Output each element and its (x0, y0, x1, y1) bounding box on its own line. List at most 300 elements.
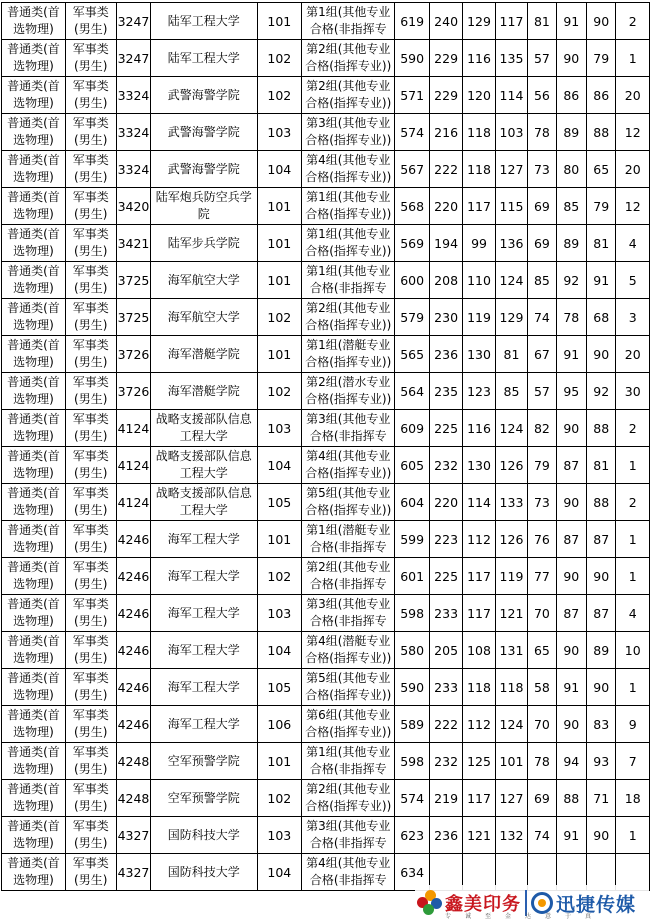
category-cell: 普通类(首 选物理) (2, 484, 66, 521)
score-a-cell: 236 (429, 336, 462, 373)
school-name-cell: 海军工程大学 (151, 669, 257, 706)
score-e-cell: 87 (556, 521, 586, 558)
score-d-cell: 81 (528, 3, 556, 40)
subject-type-cell: 军事类 (男生) (65, 299, 116, 336)
category-cell: 普通类(首 选物理) (2, 40, 66, 77)
score-a-cell: 220 (429, 484, 462, 521)
category-cell: 普通类(首 选物理) (2, 632, 66, 669)
min-score-cell: 569 (395, 225, 429, 262)
table-row (2, 595, 650, 632)
group-code-cell: 102 (257, 373, 302, 410)
school-code-cell: 4124 (116, 410, 150, 447)
school-name-cell: 战略支援部队信息 工程大学 (151, 410, 257, 447)
score-a-cell: 229 (429, 77, 462, 114)
table-row (2, 299, 650, 336)
score-e-cell: 90 (556, 410, 586, 447)
score-d-cell: 58 (528, 669, 556, 706)
subject-type-cell: 军事类 (男生) (65, 447, 116, 484)
school-code-cell: 4248 (116, 780, 150, 817)
count-cell: 30 (616, 373, 650, 410)
group-code-cell: 105 (257, 669, 302, 706)
subject-type-cell: 军事类 (男生) (65, 151, 116, 188)
min-score-cell: 567 (395, 151, 429, 188)
group-name-cell: 第2组(其他专业 合格(指挥专业)) (302, 780, 395, 817)
count-cell: 9 (616, 706, 650, 743)
table-row (2, 373, 650, 410)
score-e-cell: 85 (556, 188, 586, 225)
table-row (2, 225, 650, 262)
admission-score-table (1, 2, 650, 891)
table-row (2, 669, 650, 706)
score-b-cell: 119 (463, 299, 495, 336)
min-score-cell: 574 (395, 780, 429, 817)
group-name-cell: 第3组(其他专业 合格(非指挥专 (302, 595, 395, 632)
score-e-cell: 87 (556, 595, 586, 632)
score-c-cell: 121 (495, 595, 527, 632)
subject-type-cell: 军事类 (男生) (65, 780, 116, 817)
min-score-cell: 598 (395, 595, 429, 632)
school-name-cell: 陆军工程大学 (151, 40, 257, 77)
school-name-cell: 海军航空大学 (151, 299, 257, 336)
score-a-cell: 232 (429, 743, 462, 780)
subject-type-cell: 军事类 (男生) (65, 114, 116, 151)
table-row (2, 3, 650, 40)
group-name-cell: 第2组(其他专业 合格(指挥专业)) (302, 40, 395, 77)
score-c-cell: 126 (495, 521, 527, 558)
score-c-cell: 136 (495, 225, 527, 262)
score-d-cell: 65 (528, 632, 556, 669)
group-code-cell: 102 (257, 558, 302, 595)
count-cell: 3 (616, 299, 650, 336)
table-row (2, 817, 650, 854)
table-row (2, 558, 650, 595)
score-c-cell: 81 (495, 336, 527, 373)
school-name-cell: 空军预警学院 (151, 743, 257, 780)
score-c-cell: 126 (495, 447, 527, 484)
school-name-cell: 海军潜艇学院 (151, 373, 257, 410)
school-code-cell: 3725 (116, 299, 150, 336)
group-name-cell: 第1组(其他专业 合格(指挥专业)) (302, 188, 395, 225)
score-f-cell: 88 (587, 484, 616, 521)
group-code-cell: 101 (257, 521, 302, 558)
category-cell: 普通类(首 选物理) (2, 299, 66, 336)
score-f-cell: 90 (587, 336, 616, 373)
score-c-cell: 133 (495, 484, 527, 521)
group-code-cell: 101 (257, 336, 302, 373)
count-cell: 1 (616, 669, 650, 706)
score-d-cell: 69 (528, 225, 556, 262)
score-f-cell: 90 (587, 669, 616, 706)
score-a-cell: 194 (429, 225, 462, 262)
score-f-cell: 68 (587, 299, 616, 336)
group-code-cell: 102 (257, 77, 302, 114)
score-b-cell: 125 (463, 743, 495, 780)
group-name-cell: 第1组(其他专业 合格(非指挥专 (302, 3, 395, 40)
count-cell: 1 (616, 40, 650, 77)
score-d-cell: 82 (528, 410, 556, 447)
score-d-cell: 69 (528, 780, 556, 817)
group-name-cell: 第6组(其他专业 合格(指挥专业)) (302, 706, 395, 743)
school-code-cell: 3324 (116, 114, 150, 151)
subject-type-cell: 军事类 (男生) (65, 706, 116, 743)
school-name-cell: 武警海警学院 (151, 114, 257, 151)
school-code-cell: 3726 (116, 336, 150, 373)
score-b-cell: 117 (463, 780, 495, 817)
school-code-cell: 4124 (116, 447, 150, 484)
score-a-cell: 225 (429, 410, 462, 447)
count-cell: 2 (616, 410, 650, 447)
score-e-cell: 89 (556, 225, 586, 262)
score-c-cell: 124 (495, 410, 527, 447)
score-f-cell: 83 (587, 706, 616, 743)
table-row (2, 484, 650, 521)
score-b-cell: 130 (463, 447, 495, 484)
table-row (2, 521, 650, 558)
score-a-cell: 222 (429, 151, 462, 188)
group-code-cell: 102 (257, 40, 302, 77)
group-code-cell: 101 (257, 3, 302, 40)
school-name-cell: 海军工程大学 (151, 706, 257, 743)
category-cell: 普通类(首 选物理) (2, 780, 66, 817)
score-d-cell: 57 (528, 40, 556, 77)
school-name-cell: 国防科技大学 (151, 817, 257, 854)
score-e-cell: 91 (556, 817, 586, 854)
table-row (2, 114, 650, 151)
score-c-cell: 85 (495, 373, 527, 410)
category-cell: 普通类(首 选物理) (2, 410, 66, 447)
min-score-cell: 600 (395, 262, 429, 299)
school-code-cell: 4246 (116, 521, 150, 558)
group-code-cell: 101 (257, 225, 302, 262)
score-c-cell: 103 (495, 114, 527, 151)
subject-type-cell: 军事类 (男生) (65, 669, 116, 706)
group-code-cell: 101 (257, 188, 302, 225)
score-b-cell: 114 (463, 484, 495, 521)
score-c-cell: 129 (495, 299, 527, 336)
group-name-cell: 第2组(潜水专业 合格(指挥专业)) (302, 373, 395, 410)
score-a-cell: 229 (429, 40, 462, 77)
table-row (2, 77, 650, 114)
category-cell: 普通类(首 选物理) (2, 3, 66, 40)
category-cell: 普通类(首 选物理) (2, 521, 66, 558)
school-code-cell: 3324 (116, 151, 150, 188)
school-name-cell: 战略支援部队信息 工程大学 (151, 447, 257, 484)
table-row (2, 410, 650, 447)
score-c-cell: 124 (495, 706, 527, 743)
group-code-cell: 103 (257, 114, 302, 151)
subject-type-cell: 军事类 (男生) (65, 521, 116, 558)
school-name-cell: 陆军炮兵防空兵学 院 (151, 188, 257, 225)
group-name-cell: 第2组(其他专业 合格(指挥专业)) (302, 299, 395, 336)
score-b-cell: 130 (463, 336, 495, 373)
score-d-cell: 73 (528, 151, 556, 188)
min-score-cell: 571 (395, 77, 429, 114)
score-a-cell: 233 (429, 669, 462, 706)
group-name-cell: 第3组(其他专业 合格(非指挥专 (302, 410, 395, 447)
score-c-cell: 132 (495, 817, 527, 854)
category-cell: 普通类(首 选物理) (2, 447, 66, 484)
category-cell: 普通类(首 选物理) (2, 817, 66, 854)
category-cell: 普通类(首 选物理) (2, 743, 66, 780)
score-b-cell: 117 (463, 595, 495, 632)
group-name-cell: 第2组(其他专业 合格(指挥专业)) (302, 77, 395, 114)
min-score-cell: 601 (395, 558, 429, 595)
group-name-cell: 第5组(其他专业 合格(指挥专业)) (302, 669, 395, 706)
watermark-brand-right: 迅捷传媒 (556, 893, 637, 916)
score-b-cell: 129 (463, 3, 495, 40)
score-e-cell: 94 (556, 743, 586, 780)
school-name-cell: 空军预警学院 (151, 780, 257, 817)
score-b-cell: 118 (463, 151, 495, 188)
table-row (2, 632, 650, 669)
school-code-cell: 3420 (116, 188, 150, 225)
score-f-cell: 71 (587, 780, 616, 817)
score-d-cell: 67 (528, 336, 556, 373)
school-code-cell: 4246 (116, 706, 150, 743)
subject-type-cell: 军事类 (男生) (65, 632, 116, 669)
school-name-cell: 海军航空大学 (151, 262, 257, 299)
min-score-cell: 590 (395, 40, 429, 77)
school-name-cell: 武警海警学院 (151, 77, 257, 114)
score-b-cell: 116 (463, 40, 495, 77)
score-a-cell: 205 (429, 632, 462, 669)
category-cell: 普通类(首 选物理) (2, 854, 66, 891)
score-e-cell: 78 (556, 299, 586, 336)
group-code-cell: 104 (257, 151, 302, 188)
table-row (2, 447, 650, 484)
category-cell: 普通类(首 选物理) (2, 669, 66, 706)
group-code-cell: 102 (257, 299, 302, 336)
category-cell: 普通类(首 选物理) (2, 188, 66, 225)
score-f-cell: 90 (587, 3, 616, 40)
score-c-cell: 124 (495, 262, 527, 299)
count-cell: 4 (616, 225, 650, 262)
score-f-cell: 92 (587, 373, 616, 410)
score-d-cell: 85 (528, 262, 556, 299)
score-d-cell: 74 (528, 299, 556, 336)
score-e-cell: 90 (556, 706, 586, 743)
group-code-cell: 102 (257, 780, 302, 817)
score-e-cell: 89 (556, 114, 586, 151)
group-name-cell: 第4组(其他专业 合格(指挥专业)) (302, 151, 395, 188)
count-cell: 12 (616, 114, 650, 151)
subject-type-cell: 军事类 (男生) (65, 188, 116, 225)
school-code-cell: 3726 (116, 373, 150, 410)
score-f-cell: 89 (587, 632, 616, 669)
score-d-cell: 74 (528, 817, 556, 854)
table-row (2, 706, 650, 743)
score-b-cell: 112 (463, 521, 495, 558)
score-e-cell: 90 (556, 632, 586, 669)
score-f-cell: 91 (587, 262, 616, 299)
min-score-cell: 634 (395, 854, 429, 891)
group-code-cell: 101 (257, 743, 302, 780)
category-cell: 普通类(首 选物理) (2, 336, 66, 373)
score-c-cell: 127 (495, 780, 527, 817)
school-code-cell: 3725 (116, 262, 150, 299)
school-name-cell: 海军工程大学 (151, 558, 257, 595)
group-name-cell: 第1组(潜艇专业 合格(非指挥专 (302, 521, 395, 558)
score-a-cell: 225 (429, 558, 462, 595)
score-b-cell: 123 (463, 373, 495, 410)
min-score-cell: 604 (395, 484, 429, 521)
group-code-cell: 103 (257, 595, 302, 632)
min-score-cell: 598 (395, 743, 429, 780)
subject-type-cell: 军事类 (男生) (65, 484, 116, 521)
score-f-cell: 79 (587, 40, 616, 77)
min-score-cell: 565 (395, 336, 429, 373)
school-code-cell: 3247 (116, 40, 150, 77)
score-d-cell: 78 (528, 114, 556, 151)
score-c-cell: 119 (495, 558, 527, 595)
score-a-cell: 219 (429, 780, 462, 817)
school-code-cell: 4246 (116, 595, 150, 632)
score-f-cell: 88 (587, 410, 616, 447)
score-f-cell: 90 (587, 558, 616, 595)
group-code-cell: 104 (257, 447, 302, 484)
score-f-cell: 88 (587, 114, 616, 151)
score-e-cell: 95 (556, 373, 586, 410)
category-cell: 普通类(首 选物理) (2, 558, 66, 595)
count-cell: 12 (616, 188, 650, 225)
school-name-cell: 陆军步兵学院 (151, 225, 257, 262)
count-cell: 2 (616, 3, 650, 40)
table-row (2, 151, 650, 188)
school-code-cell: 4248 (116, 743, 150, 780)
min-score-cell: 590 (395, 669, 429, 706)
watermark-brand-left: 鑫美印务 (445, 894, 521, 915)
score-e-cell: 91 (556, 3, 586, 40)
score-a-cell: 222 (429, 706, 462, 743)
subject-type-cell: 军事类 (男生) (65, 262, 116, 299)
score-f-cell: 87 (587, 595, 616, 632)
school-name-cell: 海军工程大学 (151, 521, 257, 558)
table-row (2, 188, 650, 225)
min-score-cell: 579 (395, 299, 429, 336)
table-row (2, 743, 650, 780)
score-c-cell: 101 (495, 743, 527, 780)
school-code-cell: 4246 (116, 558, 150, 595)
category-cell: 普通类(首 选物理) (2, 151, 66, 188)
count-cell: 10 (616, 632, 650, 669)
score-c-cell: 127 (495, 151, 527, 188)
score-c-cell: 135 (495, 40, 527, 77)
score-e-cell: 91 (556, 669, 586, 706)
score-b-cell: 110 (463, 262, 495, 299)
score-d-cell: 69 (528, 188, 556, 225)
group-name-cell: 第5组(其他专业 合格(指挥专业)) (302, 484, 395, 521)
score-f-cell: 79 (587, 188, 616, 225)
table-row (2, 40, 650, 77)
score-e-cell: 88 (556, 780, 586, 817)
subject-type-cell: 军事类 (男生) (65, 77, 116, 114)
category-cell: 普通类(首 选物理) (2, 114, 66, 151)
school-code-cell: 4327 (116, 817, 150, 854)
category-cell: 普通类(首 选物理) (2, 373, 66, 410)
school-name-cell: 海军工程大学 (151, 632, 257, 669)
school-name-cell: 武警海警学院 (151, 151, 257, 188)
min-score-cell: 589 (395, 706, 429, 743)
category-cell: 普通类(首 选物理) (2, 225, 66, 262)
score-b-cell: 121 (463, 817, 495, 854)
score-f-cell: 90 (587, 817, 616, 854)
count-cell: 1 (616, 447, 650, 484)
subject-type-cell: 军事类 (男生) (65, 595, 116, 632)
score-e-cell: 80 (556, 151, 586, 188)
category-cell: 普通类(首 选物理) (2, 706, 66, 743)
score-a-cell: 233 (429, 595, 462, 632)
group-name-cell: 第1组(其他专业 合格(非指挥专 (302, 743, 395, 780)
score-c-cell: 118 (495, 669, 527, 706)
group-code-cell: 106 (257, 706, 302, 743)
group-code-cell: 103 (257, 817, 302, 854)
group-code-cell: 101 (257, 262, 302, 299)
min-score-cell: 623 (395, 817, 429, 854)
score-b-cell: 118 (463, 669, 495, 706)
school-code-cell: 4246 (116, 632, 150, 669)
subject-type-cell: 军事类 (男生) (65, 743, 116, 780)
category-cell: 普通类(首 选物理) (2, 595, 66, 632)
subject-type-cell: 军事类 (男生) (65, 373, 116, 410)
count-cell: 20 (616, 77, 650, 114)
school-name-cell: 战略支援部队信息 工程大学 (151, 484, 257, 521)
count-cell: 1 (616, 817, 650, 854)
group-name-cell: 第2组(其他专业 合格(非指挥专 (302, 558, 395, 595)
subject-type-cell: 军事类 (男生) (65, 558, 116, 595)
group-name-cell: 第1组(其他专业 合格(指挥专业)) (302, 225, 395, 262)
score-d-cell: 57 (528, 373, 556, 410)
table-row (2, 780, 650, 817)
score-d-cell: 70 (528, 595, 556, 632)
score-d-cell: 70 (528, 706, 556, 743)
min-score-cell: 619 (395, 3, 429, 40)
school-code-cell: 4327 (116, 854, 150, 891)
group-name-cell: 第1组(其他专业 合格(非指挥专 (302, 262, 395, 299)
score-b-cell: 99 (463, 225, 495, 262)
school-code-cell: 4246 (116, 669, 150, 706)
school-code-cell: 3324 (116, 77, 150, 114)
subject-type-cell: 军事类 (男生) (65, 225, 116, 262)
subject-type-cell: 军事类 (男生) (65, 854, 116, 891)
group-code-cell: 104 (257, 854, 302, 891)
group-code-cell: 104 (257, 632, 302, 669)
score-b-cell: 117 (463, 558, 495, 595)
score-a-cell: 240 (429, 3, 462, 40)
min-score-cell: 599 (395, 521, 429, 558)
score-c-cell: 115 (495, 188, 527, 225)
table-row (2, 336, 650, 373)
category-cell: 普通类(首 选物理) (2, 262, 66, 299)
group-name-cell: 第3组(其他专业 合格(非指挥专 (302, 817, 395, 854)
score-c-cell: 131 (495, 632, 527, 669)
subject-type-cell: 军事类 (男生) (65, 40, 116, 77)
score-b-cell: 118 (463, 114, 495, 151)
school-code-cell: 3421 (116, 225, 150, 262)
score-e-cell: 86 (556, 77, 586, 114)
score-e-cell: 90 (556, 558, 586, 595)
score-d-cell: 76 (528, 521, 556, 558)
score-c-cell: 114 (495, 77, 527, 114)
count-cell: 20 (616, 336, 650, 373)
score-b-cell: 116 (463, 410, 495, 447)
score-f-cell: 87 (587, 521, 616, 558)
min-score-cell: 568 (395, 188, 429, 225)
score-b-cell: 117 (463, 188, 495, 225)
flower-logo-icon (417, 890, 443, 916)
min-score-cell: 605 (395, 447, 429, 484)
score-f-cell: 93 (587, 743, 616, 780)
min-score-cell: 574 (395, 114, 429, 151)
